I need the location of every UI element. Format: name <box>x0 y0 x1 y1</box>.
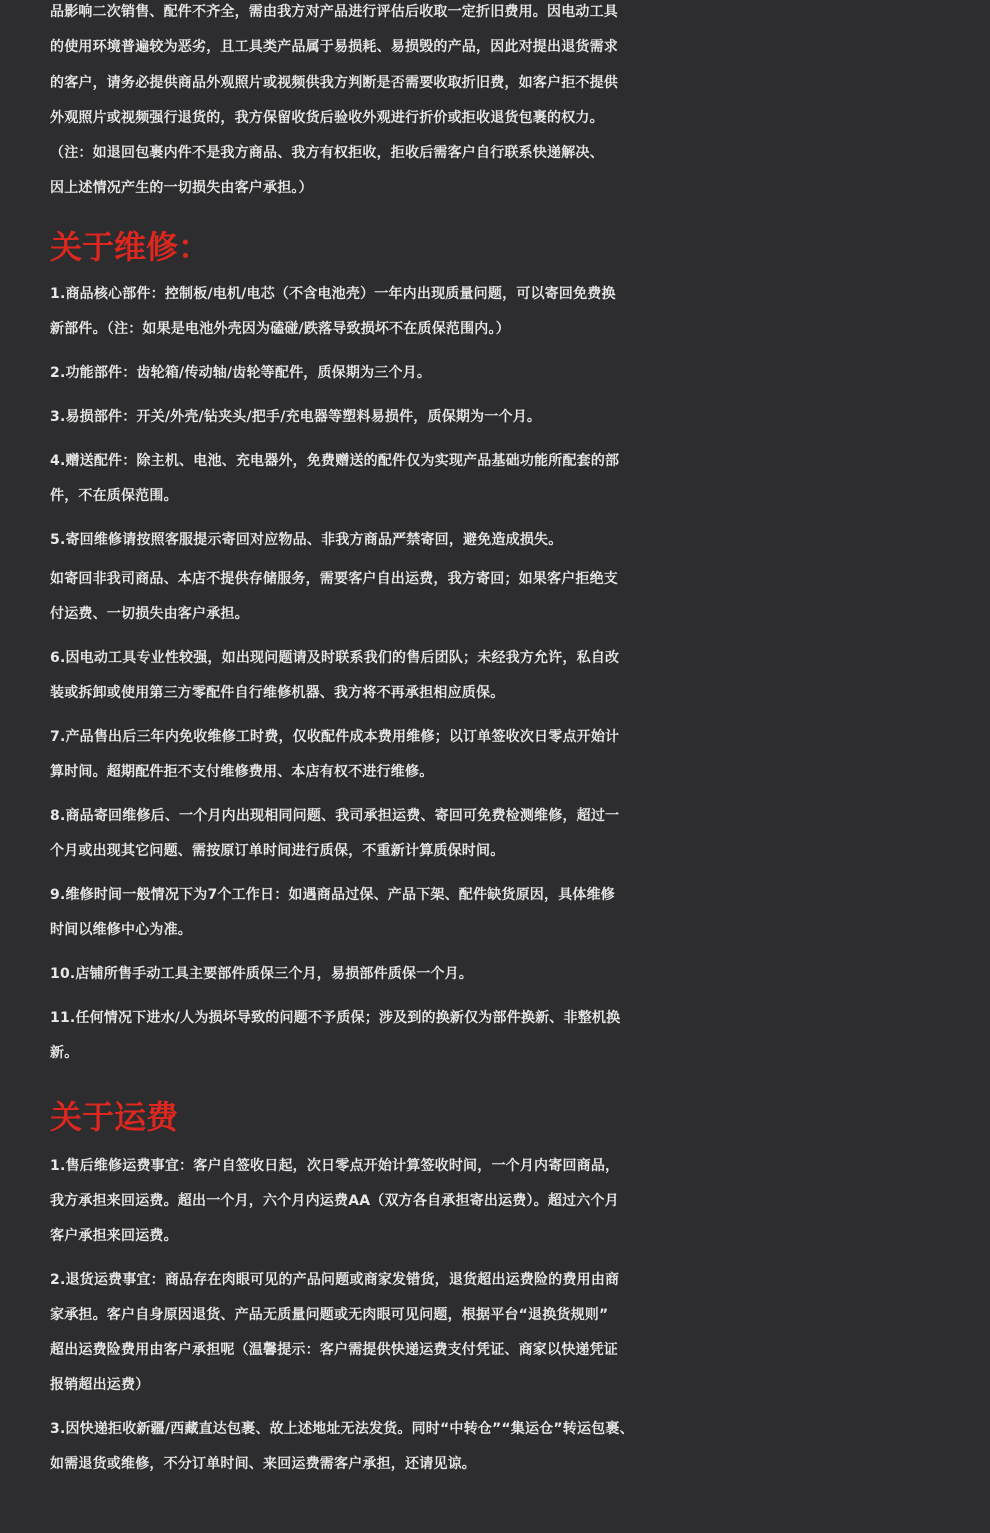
policy-page <box>50 0 950 1482</box>
intro-line: 的客户，请务必提供商品外观照片或视频供我方判断是否需要收取折旧费，如客户拒不提供 <box>50 74 618 91</box>
repair-section <box>50 277 950 1071</box>
repair-item-line: 个月或出现其它问题、需按原订单时间进行质保，不重新计算质保时间。 <box>50 842 505 859</box>
shipping-item-line: 报销超出运费） <box>50 1376 150 1393</box>
repair-item-line: 6.因电动工具专业性较强，如出现问题请及时联系我们的售后团队；未经我方允许，私自改 <box>50 649 620 666</box>
repair-item <box>50 720 950 790</box>
shipping-item-line: 客户承担来回运费。 <box>50 1227 178 1244</box>
repair-item <box>50 277 950 347</box>
shipping-item <box>50 1149 950 1254</box>
repair-item-line: 新。 <box>50 1044 79 1061</box>
shipping-item-line: 3.因快递拒收新疆/西藏直达包裹、故上述地址无法发货。同时“中转仓”“集运仓”转运包裹、 <box>50 1420 634 1437</box>
repair-item-line: 2.功能部件：齿轮箱/传动轴/齿轮等配件，质保期为三个月。 <box>50 364 432 381</box>
repair-item-line: 如寄回非我司商品、本店不提供存储服务，需要客户自出运费，我方寄回；如果客户拒绝支 <box>50 570 618 587</box>
repair-item <box>50 878 950 948</box>
repair-item-line: 7.产品售出后三年内免收维修工时费，仅收配件成本费用维修；以订单签收次日零点开始计 <box>50 728 620 745</box>
shipping-item-line: 超出运费险费用由客户承担呢（温馨提示：客户需提供快递运费支付凭证、商家以快递凭证 <box>50 1341 618 1358</box>
repair-item <box>50 799 950 869</box>
shipping-item <box>50 1412 950 1482</box>
repair-item-line: 件，不在质保范围。 <box>50 487 178 504</box>
repair-item-line: 8.商品寄回维修后、一个月内出现相同问题、我司承担运费、寄回可免费检测维修，超过一 <box>50 807 620 824</box>
repair-item-line: 10.店铺所售手动工具主要部件质保三个月，易损部件质保一个月。 <box>50 965 473 982</box>
repair-item-line: 5.寄回维修请按照客服提示寄回对应物品、非我方商品严禁寄回，避免造成损失。 <box>50 531 563 548</box>
repair-item-line: 时间以维修中心为准。 <box>50 921 192 938</box>
repair-item <box>50 356 950 391</box>
intro-line: （注：如退回包裹内件不是我方商品、我方有权拒收，拒收后需客户自行联系快递解决、 <box>50 145 604 162</box>
shipping-item-line: 2.退货运费事宜：商品存在肉眼可见的产品问题或商家发错货，退货超出运费险的费用由商 <box>50 1271 620 1288</box>
repair-item-line: 算时间。超期配件拒不支付维修费用、本店有权不进行维修。 <box>50 763 434 780</box>
intro-line: 品影响二次销售、配件不齐全，需由我方对产品进行评估后收取一定折旧费用。因电动工具 <box>50 4 618 20</box>
repair-item-line: 9.维修时间一般情况下为7个工作日：如遇商品过保、产品下架、配件缺货原因，具体维修 <box>50 886 615 903</box>
repair-section-heading: 关于维修： <box>50 227 211 266</box>
repair-item <box>50 523 950 632</box>
shipping-item-line: 如需退货或维修，不分订单时间、来回运费需客户承担，还请见谅。 <box>50 1455 476 1472</box>
repair-item <box>50 1001 950 1071</box>
shipping-item <box>50 1263 950 1403</box>
return-policy-intro <box>50 0 950 207</box>
repair-item-line: 3.易损部件：开关/外壳/钻夹头/把手/充电器等塑料易损件，质保期为一个月。 <box>50 408 542 425</box>
repair-item <box>50 444 950 514</box>
repair-item-line: 付运费、一切损失由客户承担。 <box>50 605 249 622</box>
repair-item-line: 新部件。（注：如果是电池外壳因为磕碰/跌落导致损坏不在质保范围内。） <box>50 320 510 337</box>
shipping-item-line: 1.售后维修运费事宜：客户自签收日起，次日零点开始计算签收时间，一个月内寄回商品， <box>50 1157 620 1174</box>
shipping-section <box>50 1149 950 1482</box>
intro-line: 外观照片或视频强行退货的，我方保留收货后验收外观进行折价或拒收退货包裹的权力。 <box>50 109 604 126</box>
repair-item <box>50 957 950 992</box>
repair-item <box>50 400 950 435</box>
repair-item-line: 4.赠送配件：除主机、电池、充电器外，免费赠送的配件仅为实现产品基础功能所配套的部 <box>50 452 620 469</box>
shipping-item-line: 家承担。客户自身原因退货、产品无质量问题或无肉眼可见问题，根据平台“退换货规则” <box>50 1306 609 1323</box>
shipping-section-heading: 关于运费 <box>50 1097 179 1136</box>
repair-item-line: 装或拆卸或使用第三方零配件自行维修机器、我方将不再承担相应质保。 <box>50 684 505 701</box>
intro-line: 因上述情况产生的一切损失由客户承担。） <box>50 180 313 197</box>
repair-item-line: 1.商品核心部件：控制板/电机/电芯（不含电池壳）一年内出现质量问题，可以寄回免费换 <box>50 285 616 302</box>
shipping-item-line: 我方承担来回运费。超出一个月，六个月内运费AA（双方各自承担寄出运费）。超过六个月 <box>50 1192 619 1209</box>
repair-item-line: 11.任何情况下进水/人为损坏导致的问题不予质保；涉及到的换新仅为部件换新、非整机换 <box>50 1009 621 1026</box>
repair-item <box>50 641 950 711</box>
intro-line: 的使用环境普遍较为恶劣，且工具类产品属于易损耗、易损毁的产品，因此对提出退货需求 <box>50 39 618 56</box>
